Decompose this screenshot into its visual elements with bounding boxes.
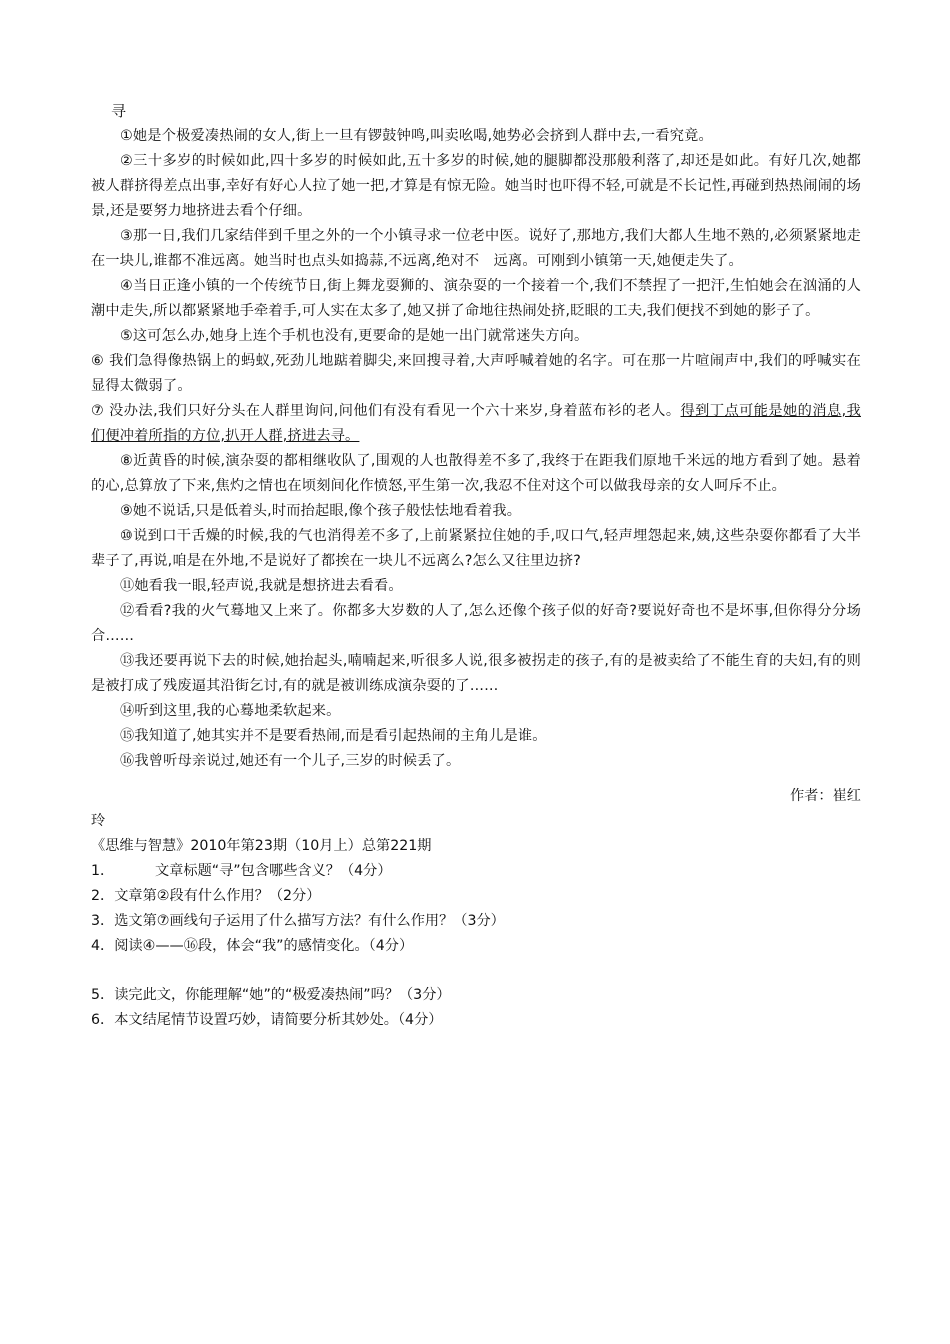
- question-number: 2．: [91, 888, 115, 904]
- question-item: [91, 859, 861, 884]
- question-number: 1．: [91, 863, 115, 879]
- paragraph-text: ⑫看看?我的火气蓦地又上来了。你都多大岁数的人了,怎么还像个孩子似的好奇?要说好奇也不是坏事,但你得分分场合……: [91, 603, 861, 644]
- question-number: 4．: [91, 938, 115, 954]
- paragraph-text: ③那一日,我们几家结伴到千里之外的一个小镇寻求一位老中医。说好了,那地方,我们大都人生地不熟的,必须紧紧地走在一块儿,谁都不准远离。她当时也点头如捣蒜,不远离,绝对不 远离。可刚到小镇第一天,她便走失了。: [91, 228, 861, 269]
- question-item: [91, 1008, 861, 1033]
- question-list: [91, 859, 861, 1033]
- question-text: 阅读④——⑯段，体会“我”的感情变化。（4分）: [114, 938, 414, 954]
- article-paragraph: [91, 449, 861, 499]
- article-paragraph: [91, 649, 861, 699]
- paragraph-text: ⑨她不说话,只是低着头,时而抬起眼,像个孩子般怯怯地看着我。: [120, 503, 522, 519]
- question-text: 选文第⑦画线句子运用了什么描写方法？有什么作用？（3分）: [114, 913, 505, 929]
- underlined-sentence: 得到丁点可能是她的消息,我们便冲着所指的方位,扒开人群,挤进去寻。: [91, 403, 861, 444]
- paragraph-text: ⑭听到这里,我的心蓦地柔软起来。: [120, 703, 341, 719]
- source-citation: 《思维与智慧》2010年第23期（10月上）总第221期: [91, 838, 432, 854]
- paragraph-text: ⑤这可怎么办,她身上连个手机也没有,更要命的是她一出门就常迷失方向。: [120, 328, 589, 344]
- paragraph-text: ⑬我还要再说下去的时候,她抬起头,喃喃起来,听很多人说,很多被拐走的孩子,有的是被卖给了不能生育的夫妇,有的则是被打成了残废逼其沿街乞讨,有的就是被训练成演杂耍的了……: [91, 653, 861, 694]
- question-text: 文章第②段有什么作用？（2分）: [114, 888, 321, 904]
- question-text: 本文结尾情节设置巧妙，请简要分析其妙处。（4分）: [114, 1012, 443, 1028]
- article-paragraph: [91, 399, 861, 449]
- article-title: 寻: [111, 102, 127, 120]
- article-paragraph: [91, 224, 861, 274]
- paragraph-text: ⑥ 我们急得像热锅上的蚂蚁,死劲儿地踮着脚尖,来回搜寻着,大声呼喊着她的名字。可在那一片喧闹声中,我们的呼喊实在显得太微弱了。: [91, 353, 861, 394]
- article-paragraph: [91, 499, 861, 524]
- paragraph-text: ⑧近黄昏的时候,演杂耍的都相继收队了,围观的人也散得差不多了,我终于在距我们原地千米远的地方看到了她。悬着的心,总算放了下来,焦灼之情也在顷刻间化作愤怒,平生第一次,我忍不住对这个可以做我母亲的女人呵斥不止。: [91, 453, 861, 494]
- question-item: [91, 934, 861, 959]
- question-item: [91, 884, 861, 909]
- paragraph-text: ⑪她看我一眼,轻声说,我就是想挤进去看看。: [120, 578, 403, 594]
- article-paragraph: [91, 324, 861, 349]
- article-body: [91, 124, 861, 774]
- article-paragraph: [91, 599, 861, 649]
- question-number: 6．: [91, 1012, 115, 1028]
- article-paragraph: [91, 274, 861, 324]
- author-line: 作者：崔红: [790, 788, 861, 804]
- question-text: 文章标题“寻”包含哪些含义？（4分）: [155, 863, 392, 879]
- paragraph-text: ①她是个极爱凑热闹的女人,街上一旦有锣鼓钟鸣,叫卖吆喝,她势必会挤到人群中去,一看究竟。: [120, 128, 713, 144]
- article-paragraph: [91, 574, 861, 599]
- spacer: [91, 959, 861, 983]
- article-paragraph: [91, 124, 861, 149]
- article-paragraph: [91, 149, 861, 224]
- author-line-continued: 玲: [91, 813, 106, 829]
- paragraph-text: ②三十多岁的时候如此,四十多岁的时候如此,五十多岁的时候,她的腿脚都没那般利落了,却还是如此。有好几次,她都被人群挤得差点出事,幸好有好心人拉了她一把,才算是有惊无险。她当时也吓得不轻,可就是不长记性,再碰到热热闹闹的场景,还是要努力地挤进去看个仔细。: [91, 153, 861, 219]
- question-number: 3．: [91, 913, 115, 929]
- article-paragraph: [91, 724, 861, 749]
- paragraph-text: ⑯我曾听母亲说过,她还有一个儿子,三岁的时候丢了。: [120, 753, 461, 769]
- question-text: 读完此文，你能理解“她”的“极爱凑热闹”吗？（3分）: [114, 987, 451, 1003]
- article-paragraph: [91, 349, 861, 399]
- question-number: 5．: [91, 987, 115, 1003]
- paragraph-text: ⑮我知道了,她其实并不是要看热闹,而是看引起热闹的主角儿是谁。: [120, 728, 547, 744]
- article-paragraph: [91, 749, 861, 774]
- paragraph-text: ⑦ 没办法,我们只好分头在人群里询问,问他们有没有看见一个六十来岁,身着蓝布衫的老人。: [91, 403, 681, 419]
- paragraph-text: ⑩说到口干舌燥的时候,我的气也消得差不多了,上前紧紧拉住她的手,叹口气,轻声埋怨起来,姨,这些杂耍你都看了大半辈子了,再说,咱是在外地,不是说好了都挨在一块儿不远离么?怎么又往里边挤?: [91, 528, 861, 569]
- document-page: [91, 98, 861, 1033]
- paragraph-text: ④当日正逢小镇的一个传统节日,街上舞龙耍狮的、演杂耍的一个接着一个,我们不禁捏了一把汗,生怕她会在汹涌的人潮中走失,所以都紧紧地手牵着手,可人实在太多了,她又拼了命地往热闹处挤,眨眼的工夫,我们便找不到她的影子了。: [91, 278, 861, 319]
- article-paragraph: [91, 699, 861, 724]
- question-item: [91, 909, 861, 934]
- article-paragraph: [91, 524, 861, 574]
- question-item: [91, 983, 861, 1008]
